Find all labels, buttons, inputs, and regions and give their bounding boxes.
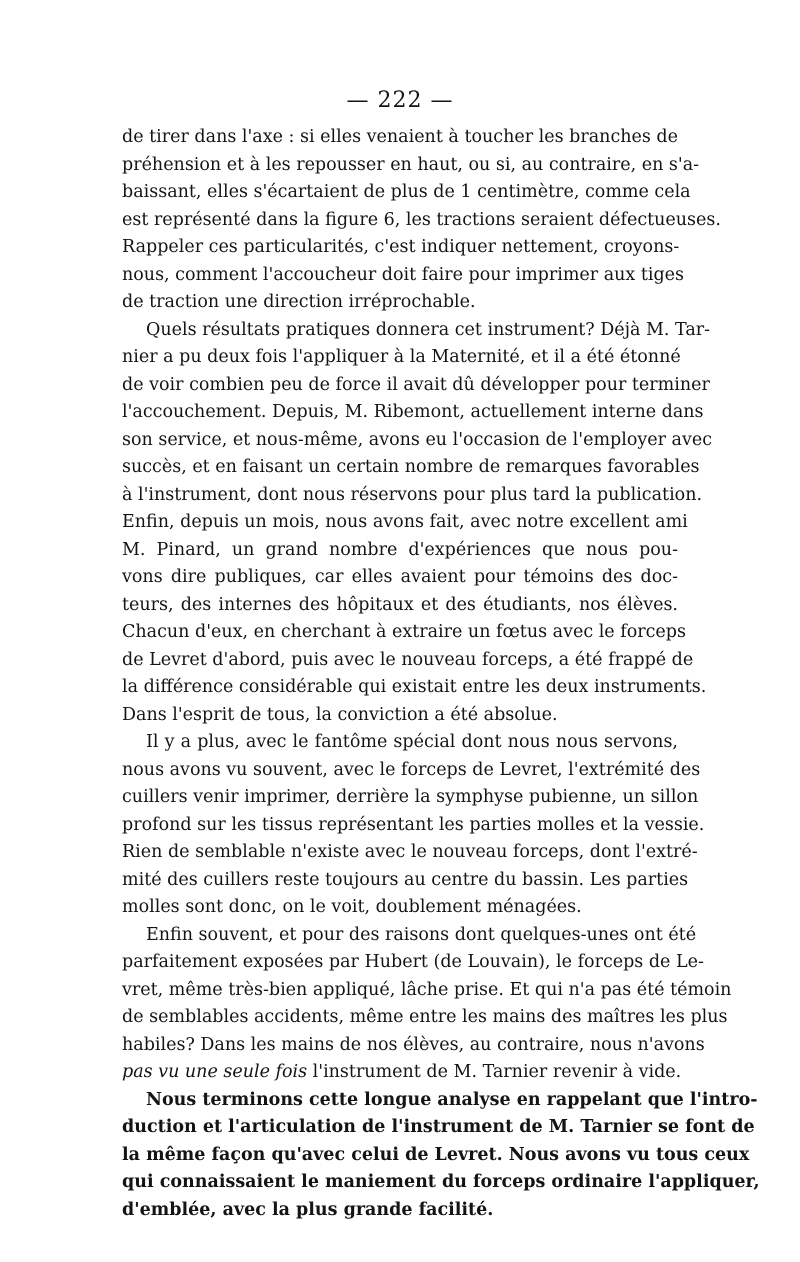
text-line: Dans l'esprit de tous, la conviction a été absolue. — [122, 704, 558, 725]
italic-phrase: pas vu une seule fois — [122, 1062, 308, 1082]
text-line: Enfin souvent, et pour des raisons dont quelques-unes ont été — [146, 924, 697, 945]
text-line: préhension et à les repousser en haut, ou si, au contraire, en s'a- — [122, 154, 700, 175]
text-line: Nous terminons cette longue analyse en rappelant que l'intro- — [146, 1089, 758, 1110]
page-body — [122, 124, 760, 1224]
text-line: Il y a plus, avec le fantôme spécial dont nous nous servons, — [146, 732, 678, 752]
text-line: Enfin, depuis un mois, nous avons fait, avec notre excellent ami — [122, 512, 688, 532]
paragraph-5 — [122, 1087, 760, 1225]
text-line: la différence considérable qui existait entre les deux instruments. — [122, 677, 707, 697]
text-line: teurs, des internes des hôpitaux et des étudiants, nos élèves. — [122, 594, 678, 615]
text-line: son service, et nous-même, avons eu l'occasion de l'employer avec — [122, 429, 713, 450]
text-line: nous, comment l'accoucheur doit faire pour imprimer aux tiges — [122, 264, 685, 285]
text-line: profond sur les tissus représentant les parties molles et la vessie. — [122, 814, 705, 835]
text-line: vons dire publiques, car elles avaient pour témoins des doc- — [122, 567, 678, 587]
text-line: nier a pu deux fois l'appliquer à la Maternité, et il a été étonné — [122, 347, 681, 367]
text-line: de Levret d'abord, puis avec le nouveau forceps, a été frappé de — [122, 649, 694, 670]
text-line: de tirer dans l'axe : si elles venaient à toucher les branches de — [122, 127, 678, 147]
paragraph-1 — [122, 124, 721, 317]
text-line-with-italic — [122, 1059, 682, 1087]
text-line: baissant, elles s'écartaient de plus de 1 centimètre, comme cela — [122, 182, 691, 202]
text-line: M. Pinard, un grand nombre d'expériences que nous pou- — [122, 539, 678, 560]
text-line: est représenté dans la figure 6, les tractions seraient défectueuses. — [122, 209, 721, 230]
paragraph-2 — [122, 317, 713, 730]
text-line: habiles? Dans les mains de nos élèves, au contraire, nous n'avons — [122, 1034, 705, 1055]
text-line: l'accouchement. Depuis, M. Ribemont, actuellement interne dans — [122, 402, 704, 422]
text-line: vret, même très-bien appliqué, lâche prise. Et qui n'a pas été témoin — [122, 979, 732, 1000]
text-line: la même façon qu'avec celui de Levret. Nous avons vu tous ceux — [122, 1144, 750, 1165]
text-line: Quels résultats pratiques donnera cet instrument? Déjà M. Tar- — [146, 319, 711, 340]
text-line: à l'instrument, dont nous réservons pour plus tard la publication. — [122, 484, 703, 505]
text-line: nous avons vu souvent, avec le forceps de Levret, l'extrémité des — [122, 759, 701, 780]
text-line: molles sont donc, on le voit, doublement ménagées. — [122, 897, 582, 917]
text-line: Rappeler ces particularités, c'est indiquer nettement, croyons- — [122, 237, 680, 257]
text-line: de traction une direction irréprochable. — [122, 292, 476, 312]
text-line: Rien de semblable n'existe avec le nouveau forceps, dont l'extré- — [122, 842, 698, 862]
text-line: de voir combien peu de force il avait dû développer pour terminer — [122, 374, 710, 395]
text-line: d'emblée, avec la plus grande facilité. — [122, 1199, 494, 1220]
text-line: succès, et en faisant un certain nombre de remarques favorables — [122, 457, 700, 477]
text-line: de semblables accidents, même entre les mains des maîtres les plus — [122, 1007, 728, 1027]
text-line: Chacun d'eux, en cherchant à extraire un fœtus avec le forceps — [122, 622, 686, 642]
text-line: cuillers venir imprimer, derrière la symphyse pubienne, un sillon — [122, 787, 699, 807]
text-line: mité des cuillers reste toujours au centre du bassin. Les parties — [122, 869, 689, 890]
paragraph-3 — [122, 729, 705, 922]
paragraph-4 — [122, 922, 732, 1087]
text-line: parfaitement exposées par Hubert (de Louvain), le forceps de Le- — [122, 952, 704, 972]
text-line: qui connaissaient le maniement du forceps ordinaire l'appliquer, — [122, 1172, 760, 1192]
text-run: l'instrument de M. Tarnier revenir à vide. — [312, 1062, 682, 1082]
text-line: duction et l'articulation de l'instrument de M. Tarnier se font de — [122, 1117, 755, 1137]
page-number: — 222 — — [346, 88, 454, 113]
